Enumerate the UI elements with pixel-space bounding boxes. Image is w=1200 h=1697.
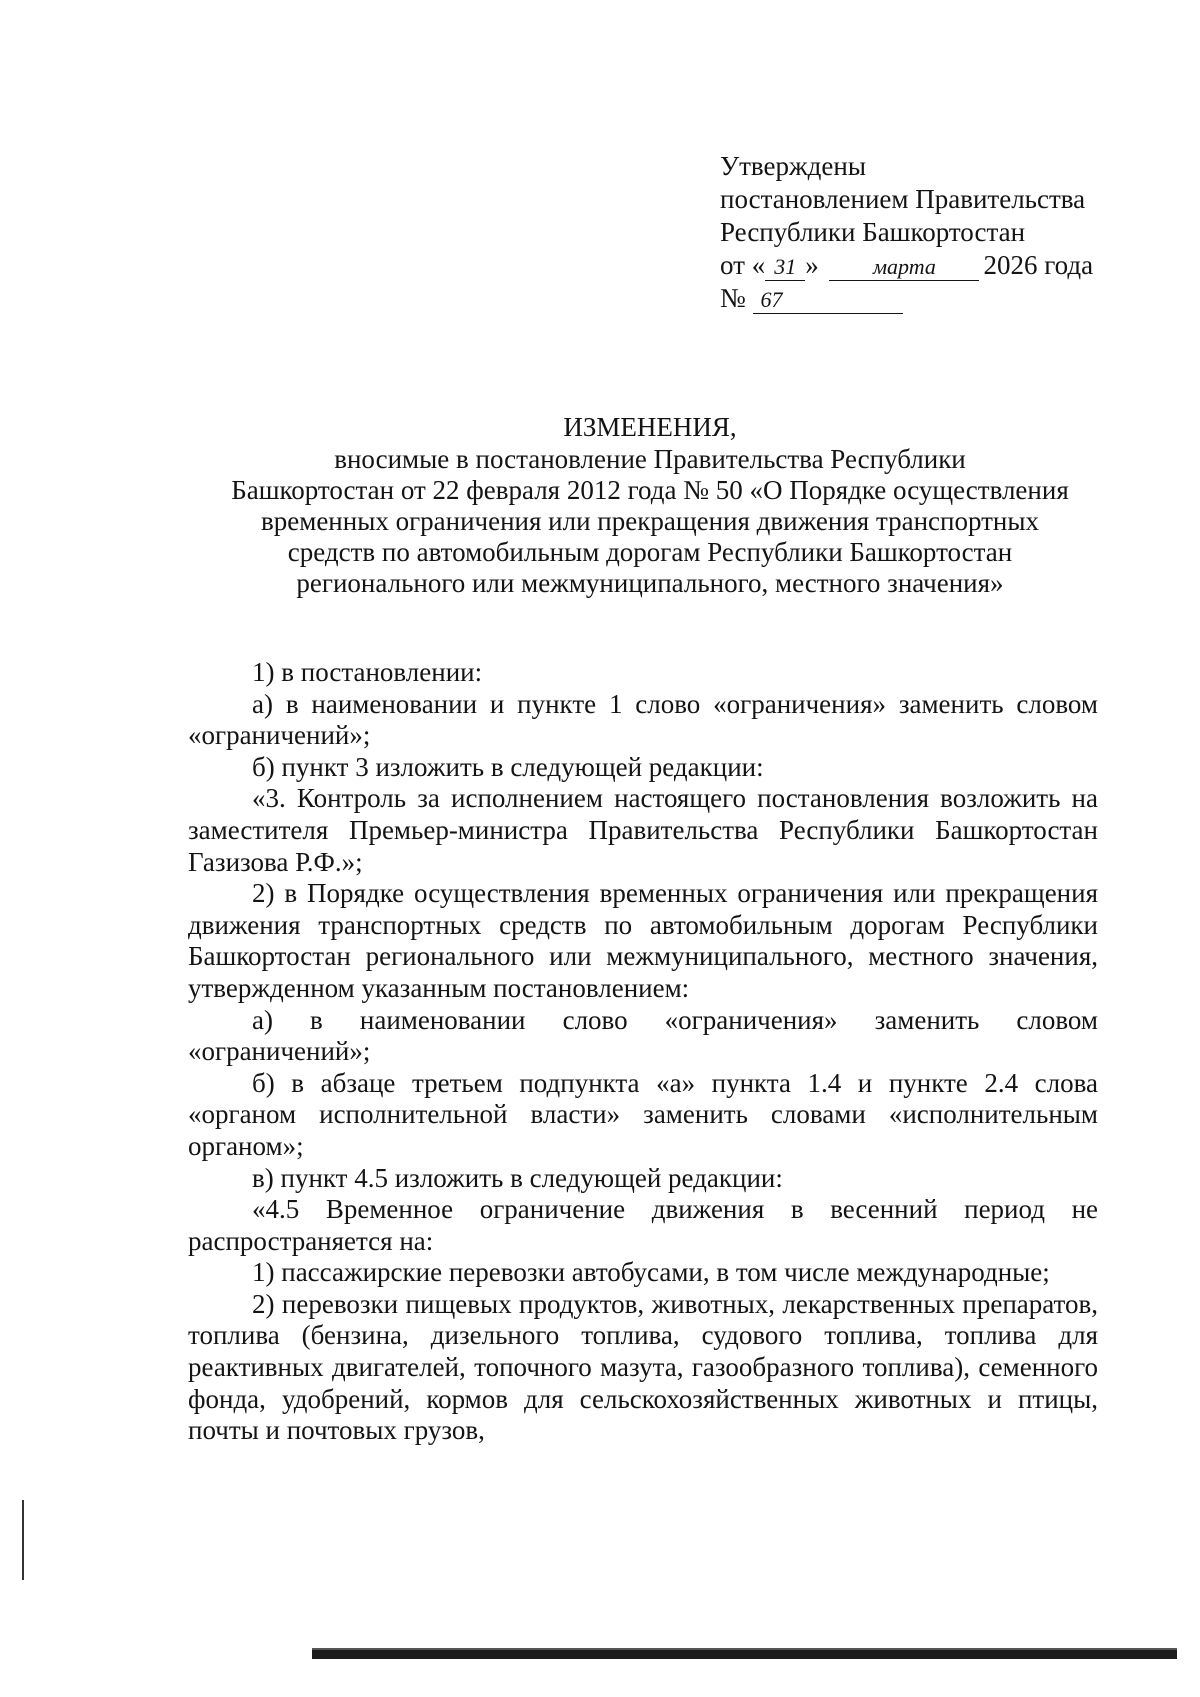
approval-line-1: Утверждены [720,151,866,181]
approval-date-line [720,249,1160,282]
approval-line-2: постановлением Правительства [720,184,1086,214]
paragraph: 2) перевозки пищевых продуктов, животных, лекарственных препаратов, топлива (бензина, дизельного топлива, судового топлива, топлива для реактивных двигателей, топочного мазута, газообразного топлива), семенного фонда, удобрений, кормов для сельскохозяйственных животных и птицы, почты и почтовых грузов, [188,1288,1098,1446]
approval-number-line [720,282,1160,315]
title-line: временных ограничения или прекращения движения транспортных [261,506,1039,536]
title-heading: ИЗМЕНЕНИЯ, [563,412,737,442]
paragraph: «4.5 Временное ограничение движения в весенний период не распространяется на: [188,1194,1098,1256]
number-prefix: № [720,283,746,313]
paragraph: 1) пассажирские перевозки автобусами, в том числе международные; [252,1257,1050,1288]
date-month: марта [829,254,979,281]
footer-rule [312,1650,1177,1659]
title-line: средств по автомобильным дорогам Республики Башкортостан [287,537,1013,567]
scan-margin-mark [22,1500,24,1580]
document-title [170,412,1130,599]
document-body [188,657,1098,1447]
paragraph: «3. Контроль за исполнением настоящего постановления возложить на заместителя Премьер-министра Правительства Республики Башкортостан Газизова Р.Ф.»; [188,783,1098,877]
title-line: регионального или межмуниципального, местного значения» [296,568,1004,598]
paragraph: в) пункт 4.5 изложить в следующей редакции: [252,1162,783,1193]
title-line: вносимые в постановление Правительства Республики [334,444,966,474]
paragraph: 1) в постановлении: [252,657,483,687]
number-value: 67 [753,287,903,314]
paragraph: б) пункт 3 изложить в следующей редакции: [252,751,764,782]
paragraph: б) в абзаце третьем подпункта «а» пункта 1.4 и пункте 2.4 слова «органом исполнительной власти» заменить словами «исполнительным органом»; [188,1067,1098,1161]
paragraph: а) в наименовании и пункте 1 слово «ограничения» заменить словом «ограничений»; [188,688,1098,751]
paragraph: а) в наименовании слово «ограничения» заменить словом «ограничений»; [188,1004,1098,1067]
paragraph: 2) в Порядке осуществления временных ограничения или прекращения движения транспортных средств по автомобильным дорогам Республики Башкортостан регионального или межмуниципального, местного значения, утвержденном указанным постановлением: [188,878,1098,1003]
date-year: 2026 года [983,250,1094,280]
title-line: Башкортостан от 22 февраля 2012 года № 50 «О Порядке осуществления [231,475,1069,505]
date-prefix: от « [720,250,766,280]
date-mid: » [805,250,819,280]
approval-block [720,150,1160,315]
date-day: 31 [765,254,805,281]
approval-line-3: Республики Башкортостан [720,217,1026,247]
